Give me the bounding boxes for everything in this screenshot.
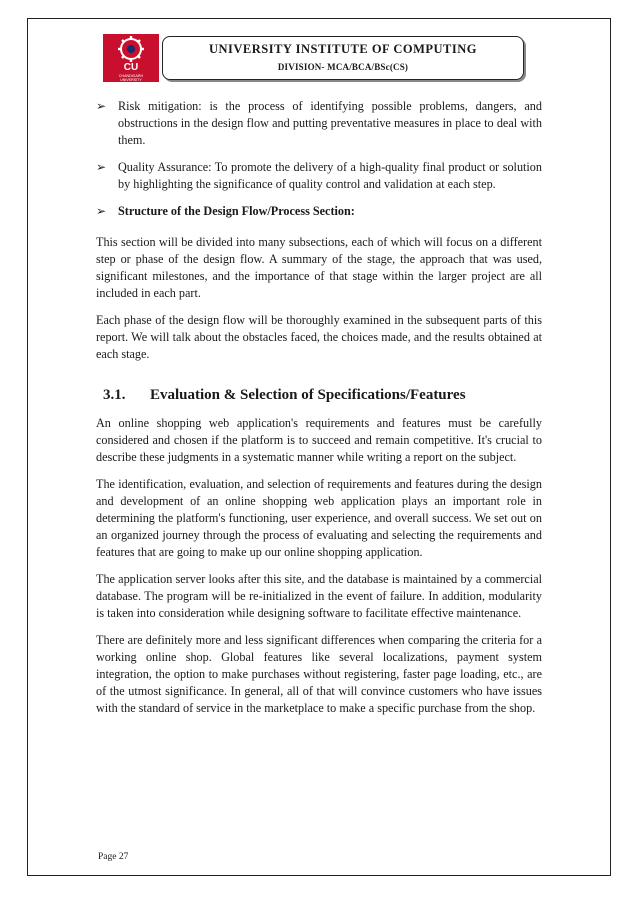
svg-text:CHANDIGARH: CHANDIGARH [118, 74, 144, 78]
university-logo [103, 34, 159, 82]
bullet-item [96, 203, 542, 220]
header-title: UNIVERSITY INSTITUTE OF COMPUTING [208, 42, 478, 56]
bullet-item [96, 159, 542, 193]
section-heading [103, 385, 542, 405]
bullet-heading: Structure of the Design Flow/Process Section: [118, 204, 355, 218]
bullet-text: Quality Assurance: To promote the delivery of a high-quality final product or solution by highlighting the significance of quality control and validation at each step. [118, 160, 542, 191]
arrow-bullet-icon: ➢ [96, 99, 107, 113]
svg-text:UNIVERSITY: UNIVERSITY [120, 78, 142, 82]
section-number: 3.1. [103, 387, 126, 403]
section-title: Evaluation & Selection of Specifications/Features [150, 387, 466, 403]
paragraph: An online shopping web application's requirements and features must be carefully considered and chosen if the platform is to succeed and remain competitive. It's crucial to describe these judgments in a systematic manner while writing a report on the subject. [96, 416, 542, 464]
paragraph: This section will be divided into many subsections, each of which will focus on a different step or phase of the design flow. A summary of the stage, the approach that was used, significant milestones, and the importance of that stage within the larger project are all included in each part. [96, 235, 542, 300]
paragraph: There are definitely more and less significant differences when comparing the criteria for a working online shop. Global features like several localizations, payment system integration, the option to make purchases without registering, faster page loading, etc., are of the utmost significance. In general, all of that will convince customers who have issues with the standard of service in the marketplace to make a specific purchase from the shop. [96, 633, 542, 715]
header-banner [162, 36, 524, 80]
bullet-item [96, 98, 542, 149]
arrow-bullet-icon: ➢ [96, 204, 107, 218]
page-content [96, 98, 542, 727]
bullet-text: Risk mitigation: is the process of identifying possible problems, dangers, and obstructions in the design flow and putting preventative measures in place to deal with them. [118, 99, 542, 147]
logo-text: CU [123, 62, 139, 73]
page-number: Page 27 [98, 852, 129, 862]
logo-graphic [103, 34, 159, 82]
header-subtitle: DIVISION- MCA/BCA/BSc(CS) [277, 62, 409, 72]
paragraph: The identification, evaluation, and selection of requirements and features during the design and development of an online shopping web application plays an important role in determining the platform's functioning, user experience, and overall success. We set out on an organized journey through the process of evaluating and selecting the requirements and features that are going to make up our online shopping application. [96, 477, 542, 559]
arrow-bullet-icon: ➢ [96, 160, 107, 174]
paragraph: Each phase of the design flow will be thoroughly examined in the subsequent parts of this report. We will talk about the obstacles faced, the choices made, and the results obtained at each stage. [96, 313, 542, 361]
paragraph: The application server looks after this site, and the database is maintained by a commercial database. The program will be re-initialized in the event of failure. In addition, modularity is taken into consideration while designing software to facilitate effective maintenance. [96, 572, 542, 620]
